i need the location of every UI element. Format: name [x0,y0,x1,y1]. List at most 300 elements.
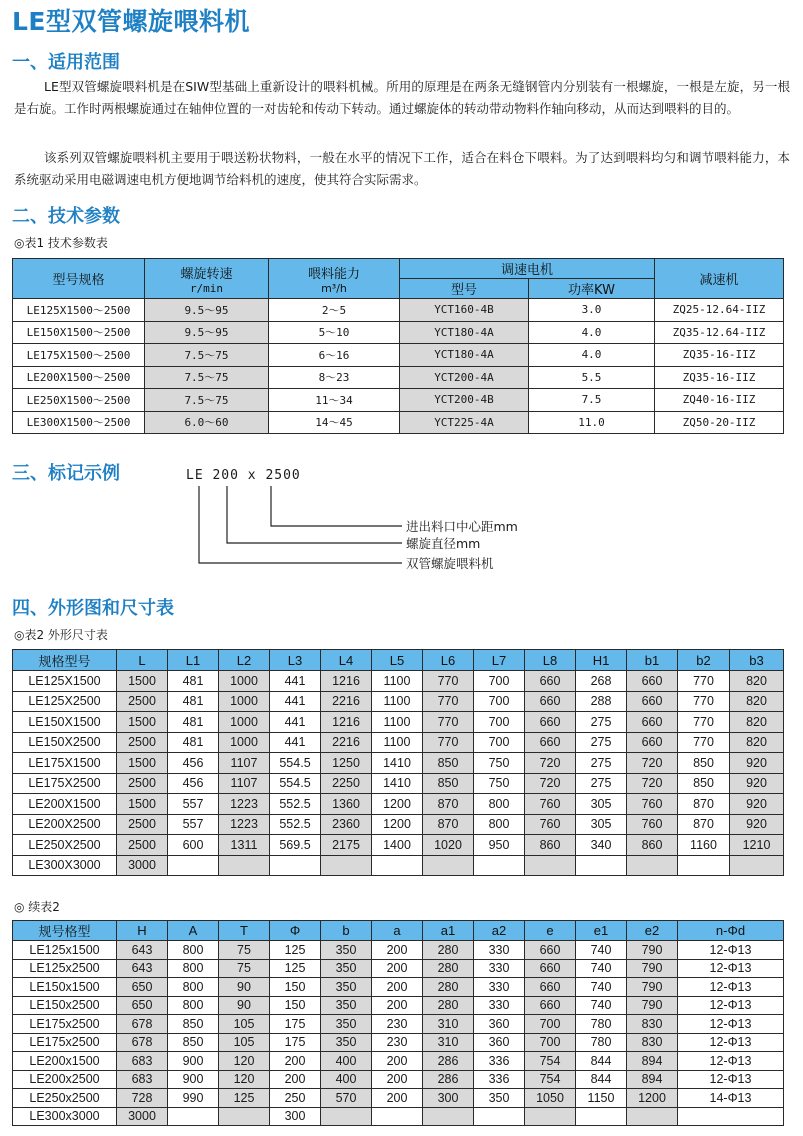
table-cell [678,855,730,876]
table-cell: 481 [168,732,219,753]
table-cell [678,1107,784,1126]
table-cell: 280 [423,978,474,997]
table-cell: 400 [321,1070,372,1089]
table-cell: 850 [423,753,474,774]
table-cell: 920 [730,753,784,774]
table-cell: 275 [576,712,627,733]
table-cell: ZQ35-12.64-IIZ [655,321,784,344]
column-header: e [525,921,576,941]
table-cell: 660 [627,691,678,712]
table-cell: LE150X2500 [13,732,117,753]
marking-code: LE 200 x 2500 [186,468,301,483]
table-cell: 552.5 [270,794,321,815]
table-row [13,753,784,774]
column-header: b3 [730,650,784,671]
table-cell: LE175X1500～2500 [13,344,145,367]
table-cell: 175 [270,1015,321,1034]
header-motor-power: 功率KW [529,279,655,299]
column-header: e2 [627,921,678,941]
table-cell: 820 [730,671,784,692]
table-cell: 728 [117,1089,168,1108]
table-cell: 770 [678,732,730,753]
table-row [13,835,784,856]
table-cell: 660 [627,671,678,692]
table-cell: 557 [168,794,219,815]
table-cell: 740 [576,941,627,960]
table-cell: 230 [372,1015,423,1034]
table-cell: 1107 [219,773,270,794]
table-cell: 754 [525,1052,576,1071]
table-cell: 1150 [576,1089,627,1108]
table-cell: ZQ25-12.64-IIZ [655,299,784,322]
marking-label-type: 双管螺旋喂料机 [406,556,494,571]
table-cell: 800 [168,941,219,960]
table-cell: 900 [168,1070,219,1089]
table-cell: 554.5 [270,773,321,794]
table-cell: 844 [576,1070,627,1089]
table-cell: YCT180-4A [400,321,529,344]
table-cell: 6.0～60 [145,411,269,434]
column-header: n-Φd [678,921,784,941]
table-cell [321,855,372,876]
table-row [13,1015,784,1034]
table-cell [372,855,423,876]
table-cell: 700 [474,732,525,753]
table1-caption: ◎表1 技术参数表 [14,236,108,250]
table-cell [168,1107,219,1126]
table-cell: LE300X3000 [13,855,117,876]
table-cell: 820 [730,712,784,733]
table-cell: 2500 [117,732,168,753]
table-cell: 8～23 [269,366,400,389]
table-cell: 280 [423,941,474,960]
table-cell: 683 [117,1052,168,1071]
column-header: b1 [627,650,678,671]
table-cell: 1223 [219,814,270,835]
table-cell: 570 [321,1089,372,1108]
table-cell: 760 [525,794,576,815]
table-cell: 850 [168,1015,219,1034]
table-cell: 1360 [321,794,372,815]
table-cell: LE200X1500 [13,794,117,815]
table-cell: 920 [730,773,784,794]
table-cell: 1223 [219,794,270,815]
column-header: L8 [525,650,576,671]
table-row [13,855,784,876]
table-cell [474,855,525,876]
table-cell: 310 [423,1033,474,1052]
table-cell: 5～10 [269,321,400,344]
table-cell: 650 [117,978,168,997]
table-cell: 790 [627,978,678,997]
column-header: T [219,921,270,941]
table-cell: 2250 [321,773,372,794]
table-cell: 1200 [372,794,423,815]
table-cell: 850 [423,773,474,794]
table-cell: 1107 [219,753,270,774]
dimensions-table [12,649,784,876]
table-cell: 481 [168,712,219,733]
table-cell [219,855,270,876]
table-cell: 760 [627,794,678,815]
table-cell: 350 [321,978,372,997]
table-cell: 12-Φ13 [678,996,784,1015]
table-cell: 700 [525,1033,576,1052]
table-cell: 990 [168,1089,219,1108]
table-cell: 2500 [117,691,168,712]
table-cell: 350 [321,996,372,1015]
table-cell: 9.5～95 [145,321,269,344]
table-cell: 340 [576,835,627,856]
table-cell: 7.5～75 [145,344,269,367]
table-cell: ZQ35-16-IIZ [655,366,784,389]
table-cell: 336 [474,1070,525,1089]
table-cell: 1311 [219,835,270,856]
table-cell: 750 [474,753,525,774]
table-cell: LE125x2500 [13,959,117,978]
table-cell: LE125X1500～2500 [13,299,145,322]
table-cell: 200 [270,1052,321,1071]
table-cell: 770 [678,671,730,692]
table-cell: 790 [627,959,678,978]
table-cell: 230 [372,1033,423,1052]
table-cell: 3.0 [529,299,655,322]
table-cell [525,855,576,876]
table-cell: 441 [270,732,321,753]
table-cell: 1200 [372,814,423,835]
table-cell: 894 [627,1070,678,1089]
table-cell: YCT180-4A [400,344,529,367]
table-cell: 456 [168,753,219,774]
table-row [13,996,784,1015]
table-cell: YCT160-4B [400,299,529,322]
table-cell: 678 [117,1015,168,1034]
column-header: L1 [168,650,219,671]
table-cell: 660 [627,732,678,753]
leader-line-diameter [227,486,402,543]
table-cell: 75 [219,941,270,960]
table-cell: ZQ35-16-IIZ [655,344,784,367]
section-heading-marking: 三、标记示例 [12,463,120,484]
page-title: LE型双管螺旋喂料机 [12,7,251,36]
table-cell: 2360 [321,814,372,835]
table-cell: 1210 [730,835,784,856]
table-cell: 481 [168,671,219,692]
table-cell: 770 [423,671,474,692]
table-cell: 1200 [627,1089,678,1108]
section-heading-tech-params: 二、技术参数 [12,206,120,227]
table-cell: 350 [474,1089,525,1108]
table-cell: 660 [525,712,576,733]
table-cell: 12-Φ13 [678,959,784,978]
table-row [13,691,784,712]
table-cell: 90 [219,978,270,997]
table-cell: 120 [219,1070,270,1089]
table-cell: 125 [219,1089,270,1108]
table-row [13,1070,784,1089]
table-cell: LE150X1500～2500 [13,321,145,344]
table-cell: 305 [576,814,627,835]
section-heading-dimensions: 四、外形图和尺寸表 [12,598,174,619]
table-cell: 12-Φ13 [678,1070,784,1089]
table-cell: 12-Φ13 [678,1033,784,1052]
table-cell: 400 [321,1052,372,1071]
table-cell: 1100 [372,691,423,712]
table-cell: 754 [525,1070,576,1089]
table-cell [627,1107,678,1126]
table-cell: 790 [627,941,678,960]
table-cell: 700 [474,712,525,733]
dimensions-table-continued [12,920,784,1126]
table-cell: 720 [627,773,678,794]
intro-paragraph-1: LE型双管螺旋喂料机是在SIW型基础上重新设计的喂料机械。所用的原理是在两条无缝钢管内分别装有一根螺旋，一根是左旋，另一根是右旋。工作时两根螺旋通过在轴伸位置的一对齿轮和传动下转动。通过螺旋体的转动带动物料作轴向移动，从而达到喂料的目的。 [14,79,790,116]
column-header: A [168,921,219,941]
table-cell [525,1107,576,1126]
table-cell: 105 [219,1015,270,1034]
table-cell: 200 [372,1052,423,1071]
column-header: 规格型号 [13,650,117,671]
table-cell: 950 [474,835,525,856]
column-header: a1 [423,921,474,941]
column-header: L4 [321,650,372,671]
column-header: H1 [576,650,627,671]
table-cell: 275 [576,732,627,753]
table-cell: 650 [117,996,168,1015]
table-cell: 1410 [372,753,423,774]
table-cell [423,1107,474,1126]
table-cell: 7.5～75 [145,389,269,412]
table-cell: 4.0 [529,344,655,367]
table-cell: 125 [270,941,321,960]
table-cell: LE125x1500 [13,941,117,960]
table-cell: 870 [678,794,730,815]
table-cell: 850 [678,753,730,774]
header-motor-model: 型号 [400,279,529,299]
table-cell: 11～34 [269,389,400,412]
table-cell: 120 [219,1052,270,1071]
table-cell: 12-Φ13 [678,1052,784,1071]
table-cell: 900 [168,1052,219,1071]
column-header: L5 [372,650,423,671]
table-cell [730,855,784,876]
table-cell: LE250X1500～2500 [13,389,145,412]
table-cell: LE200x2500 [13,1070,117,1089]
table-cell: 2500 [117,835,168,856]
table-cell: 310 [423,1015,474,1034]
table-cell: LE175x2500 [13,1033,117,1052]
table-cell: 780 [576,1033,627,1052]
header-motor: 调速电机 [400,259,655,279]
table-cell: 1000 [219,732,270,753]
table-cell: 7.5～75 [145,366,269,389]
header-reducer: 减速机 [655,259,784,299]
column-header: H [117,921,168,941]
table-cell: 268 [576,671,627,692]
table-cell: 275 [576,753,627,774]
table-cell: 3000 [117,1107,168,1126]
table-cell [372,1107,423,1126]
table-cell: LE200x1500 [13,1052,117,1071]
table-cell: 105 [219,1033,270,1052]
table-cell: 844 [576,1052,627,1071]
section-heading-scope: 一、适用范围 [12,52,120,73]
table-cell: 700 [474,691,525,712]
table-cell: 350 [321,959,372,978]
table-cell: 2500 [117,814,168,835]
table-cell: 1160 [678,835,730,856]
table-cell: 6～16 [269,344,400,367]
header-capacity: 喂料能力 m³/h [269,259,400,299]
table-cell: 600 [168,835,219,856]
table-cell: 770 [678,712,730,733]
column-header: L3 [270,650,321,671]
table-cell: 1410 [372,773,423,794]
table-cell: 1216 [321,712,372,733]
intro-paragraph-2: 该系列双管螺旋喂料机主要用于喂送粉状物料，一般在水平的情况下工作，适合在料仓下喂料。为了达到喂料均匀和调节喂料能力，本系统驱动采用电磁调速电机方便地调节给料机的速度，使其符合实际需求。 [14,150,790,187]
table-cell: 330 [474,941,525,960]
table-cell: 305 [576,794,627,815]
table-cell: 770 [678,691,730,712]
table-cell: 678 [117,1033,168,1052]
table-cell: 1216 [321,671,372,692]
table-cell: 7.5 [529,389,655,412]
table-row [13,814,784,835]
table-row [13,959,784,978]
table-cell: 1000 [219,712,270,733]
table-cell: 643 [117,941,168,960]
table-cell: 1500 [117,753,168,774]
table-cell: 286 [423,1052,474,1071]
table-cell: 1250 [321,753,372,774]
table-cell: 250 [270,1089,321,1108]
table-cell: 14-Φ13 [678,1089,784,1108]
table-cell: LE150x1500 [13,978,117,997]
column-header: Φ [270,921,321,941]
table-cell: 12-Φ13 [678,941,784,960]
table-cell: 800 [168,996,219,1015]
table-cell: LE125X1500 [13,671,117,692]
table-cell: 683 [117,1070,168,1089]
table-cell: 300 [423,1089,474,1108]
table-cell: 336 [474,1052,525,1071]
table-cell: 14～45 [269,411,400,434]
table-cell: 280 [423,959,474,978]
table-cell [576,855,627,876]
table-row [13,1107,784,1126]
table-row [13,732,784,753]
table-cell: 850 [678,773,730,794]
table-cell: 441 [270,712,321,733]
table-cell: 1500 [117,794,168,815]
table-cell: 820 [730,732,784,753]
table-cell: 800 [474,794,525,815]
table-row [13,773,784,794]
table-cell: 660 [525,671,576,692]
table-cell: 760 [525,814,576,835]
table-cell: 330 [474,978,525,997]
table-cell: LE300X1500～2500 [13,411,145,434]
table-cell: 1000 [219,691,270,712]
table-cell: ZQ50-20-IIZ [655,411,784,434]
table-cell: 770 [423,691,474,712]
table-cell: 660 [525,996,576,1015]
table-cell [576,1107,627,1126]
table-cell: 200 [372,1070,423,1089]
column-header: a2 [474,921,525,941]
table-cell: 770 [423,712,474,733]
column-header: L6 [423,650,474,671]
table-cell: 441 [270,671,321,692]
column-header: 规号格型 [13,921,117,941]
table-cell: 1100 [372,671,423,692]
table-row [13,1052,784,1071]
table-cell: YCT200-4A [400,366,529,389]
table-cell: 720 [627,753,678,774]
table-cell: 360 [474,1033,525,1052]
column-header: b [321,921,372,941]
table-cell: 920 [730,814,784,835]
table-cell: 870 [423,794,474,815]
table-cell: 90 [219,996,270,1015]
table-cell: 200 [372,959,423,978]
leader-line-distance [271,486,402,526]
table-cell: 780 [576,1015,627,1034]
table-cell: 643 [117,959,168,978]
marking-label-diameter: 螺旋直径mm [406,536,481,551]
column-header: L [117,650,168,671]
table-cell: 200 [270,1070,321,1089]
table-cell: 920 [730,794,784,815]
table-cell: LE150x2500 [13,996,117,1015]
table-cell: 2～5 [269,299,400,322]
table-cell: 1400 [372,835,423,856]
table-cell: 1020 [423,835,474,856]
table-cell: 330 [474,996,525,1015]
table-cell: 720 [525,753,576,774]
table-cell: 12-Φ13 [678,978,784,997]
table-cell: 660 [525,691,576,712]
table-cell: 1100 [372,712,423,733]
table-cell: 830 [627,1015,678,1034]
table-cell: ZQ40-16-IIZ [655,389,784,412]
table-cell: 850 [168,1033,219,1052]
table-cell: 11.0 [529,411,655,434]
table-cell: 820 [730,691,784,712]
table-cell: 660 [525,732,576,753]
table-cell: 557 [168,814,219,835]
column-header: L7 [474,650,525,671]
table-cell: 200 [372,1089,423,1108]
table-cell: YCT200-4B [400,389,529,412]
table-cell: LE200X1500～2500 [13,366,145,389]
table-cell: LE250X2500 [13,835,117,856]
table-row [13,712,784,733]
column-header: b2 [678,650,730,671]
table-cell: 12-Φ13 [678,1015,784,1034]
leader-line-type [199,486,402,563]
table-cell [321,1107,372,1126]
table-cell: 280 [423,996,474,1015]
table-row [13,941,784,960]
table-row [13,1033,784,1052]
table-cell [168,855,219,876]
table-cell: 569.5 [270,835,321,856]
table-cell: 750 [474,773,525,794]
table-cell: LE125X2500 [13,691,117,712]
table-cell: 481 [168,691,219,712]
table-cell: 350 [321,941,372,960]
table-cell: 800 [474,814,525,835]
